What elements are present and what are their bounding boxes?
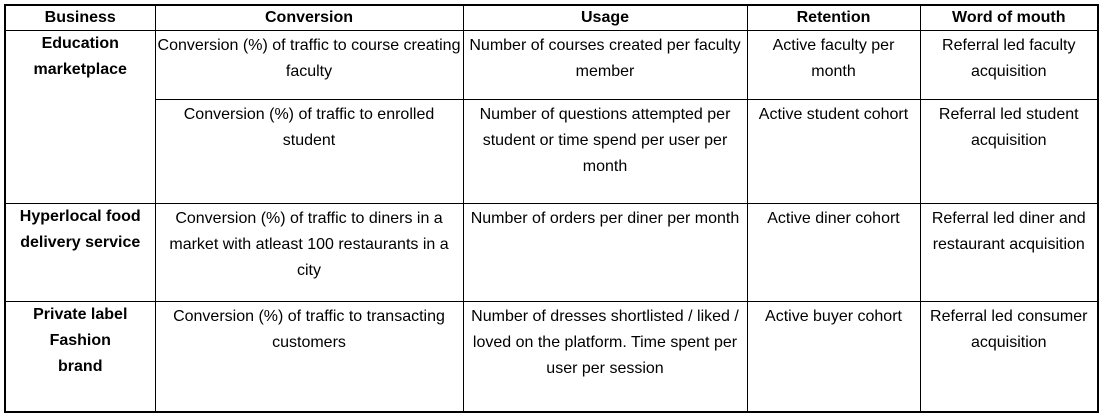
business-label: Hyperlocal food delivery service bbox=[19, 208, 141, 251]
word-of-mouth-cell: Referral led consumer acquisition bbox=[920, 302, 1098, 413]
header-word-of-mouth: Word of mouth bbox=[920, 5, 1098, 31]
header-conversion: Conversion bbox=[155, 5, 463, 31]
business-cell bbox=[5, 204, 155, 302]
word-of-mouth-cell: Referral led diner and restaurant acquisition bbox=[920, 204, 1098, 302]
business-label: Private label Fashion brand bbox=[33, 306, 128, 375]
header-business: Business bbox=[5, 5, 155, 31]
word-of-mouth-cell: Referral led faculty acquisition bbox=[920, 31, 1098, 100]
business-label: Education marketplace bbox=[33, 35, 127, 78]
header-row bbox=[5, 5, 1098, 31]
retention-cell: Active buyer cohort bbox=[747, 302, 920, 413]
conversion-cell: Conversion (%) of traffic to course creating faculty bbox=[155, 31, 463, 100]
table-row bbox=[5, 100, 1098, 204]
usage-cell: Number of courses created per faculty member bbox=[463, 31, 747, 100]
conversion-cell: Conversion (%) of traffic to diners in a market with atleast 100 restaurants in a city bbox=[155, 204, 463, 302]
retention-cell: Active faculty per month bbox=[747, 31, 920, 100]
table-row bbox=[5, 204, 1098, 302]
metrics-table bbox=[4, 4, 1099, 413]
business-cell bbox=[5, 302, 155, 413]
usage-cell: Number of questions attempted per student or time spend per user per month bbox=[463, 100, 747, 204]
retention-cell: Active diner cohort bbox=[747, 204, 920, 302]
header-usage: Usage bbox=[463, 5, 747, 31]
conversion-cell: Conversion (%) of traffic to enrolled student bbox=[155, 100, 463, 204]
usage-cell: Number of orders per diner per month bbox=[463, 204, 747, 302]
table-row bbox=[5, 302, 1098, 413]
retention-cell: Active student cohort bbox=[747, 100, 920, 204]
header-retention: Retention bbox=[747, 5, 920, 31]
conversion-cell: Conversion (%) of traffic to transacting customers bbox=[155, 302, 463, 413]
usage-cell: Number of dresses shortlisted / liked / loved on the platform. Time spent per user per session bbox=[463, 302, 747, 413]
word-of-mouth-cell: Referral led student acquisition bbox=[920, 100, 1098, 204]
business-cell bbox=[5, 31, 155, 204]
table-row bbox=[5, 31, 1098, 100]
